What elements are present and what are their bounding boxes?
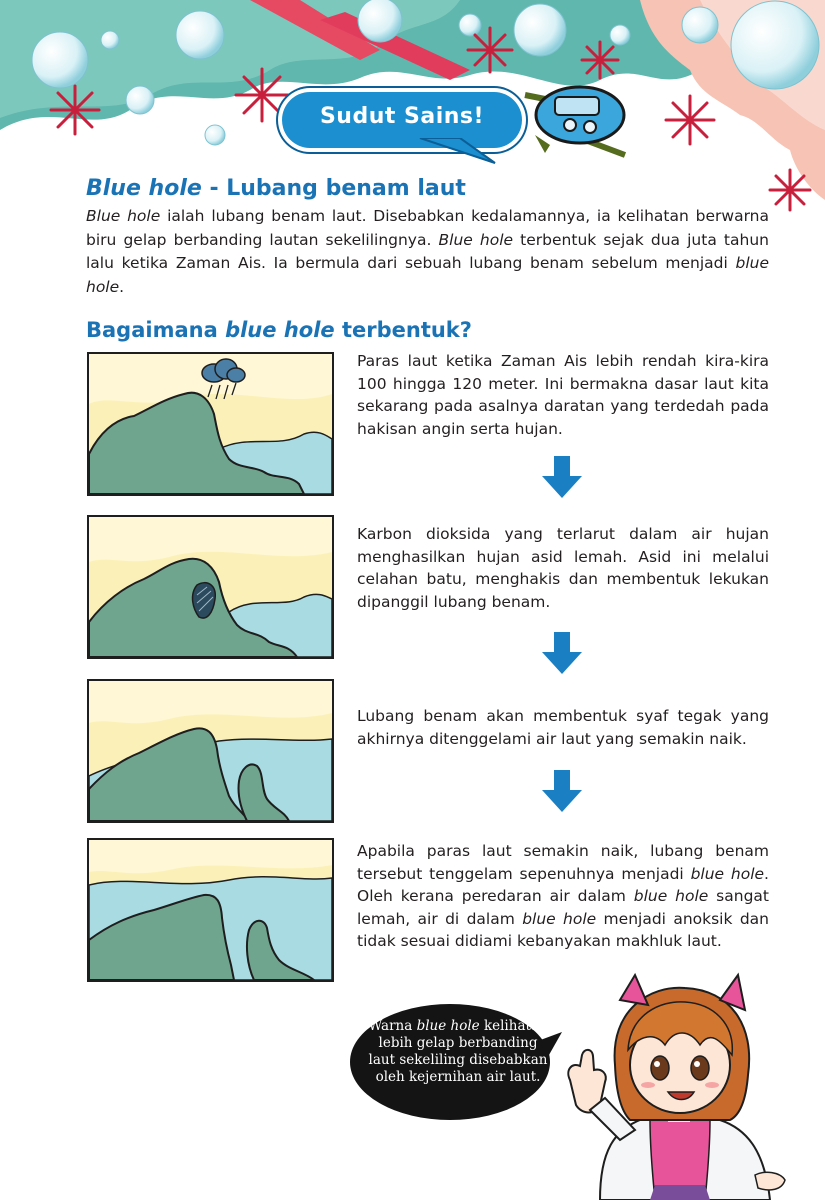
step-4-text-a: Apabila paras laut semakin naik, lubang benam tersebut tenggelam sepenuhnya menjadi (357, 842, 769, 883)
girl-scientist-illustration (560, 970, 825, 1200)
intro-term-3: blue hole (86, 254, 769, 296)
step-4-text (357, 840, 769, 953)
intro-text-2: terbentuk sejak dua juta tahun lalu ketika Zaman Ais. Ia bermula dari sebuah lubang benam sebelum menjadi (86, 230, 769, 272)
intro-text-1: ialah lubang benam laut. Disebabkan kedalamannya, ia kelihatan berwarna biru gelap berbanding lautan sekelilingnya. (86, 207, 769, 249)
speech-rest: kelihatan lebih gelap berbanding laut sekeliling disebabkan oleh kejernihan air laut. (368, 1018, 548, 1085)
page-title (86, 176, 466, 201)
intro-text-3: . (119, 277, 125, 296)
title-rest: - Lubang benam laut (201, 176, 466, 201)
speech-bubble-text (368, 1018, 548, 1086)
step-2-text: Karbon dioksida yang terlarut dalam air hujan menghasilkan hujan asid lemah. Asid ini melalui celahan batu, menghakis dan membentuk lekukan dipanggil lubang benam. (357, 525, 769, 611)
step-4-illustration (87, 838, 334, 982)
step-3-text: Lubang benam akan membentuk syaf tegak yang akhirnya ditenggelami air laut yang semakin naik. (357, 707, 769, 748)
arrow-down-icon (542, 456, 582, 498)
step-4-text-b: . Oleh kerana peredaran air dalam (357, 864, 769, 905)
step-1-text: Paras laut ketika Zaman Ais lebih rendah kira-kira 100 hingga 120 meter. Ini bermakna dasar laut kita sekarang pada asalnya daratan yang terdedah pada hakisan angin serta hujan. (357, 352, 769, 438)
step-4-term-c: blue hole (522, 909, 597, 928)
step-4-term-a: blue hole (690, 864, 765, 883)
banner-label: Sudut Sains! (319, 104, 485, 129)
step-4-text-d: menjadi anoksik dan tidak sesuai didiami kebanyakan makhluk laut. (357, 909, 769, 950)
arrow-down-icon (542, 632, 582, 674)
step-4-term-b: blue hole (633, 887, 709, 905)
step-3-illustration (87, 679, 334, 823)
subheading-suffix: terbentuk? (334, 318, 472, 342)
step-1-illustration (87, 352, 334, 496)
banner-tail (400, 138, 500, 168)
arrow-down-icon (542, 770, 582, 812)
intro-paragraph (86, 205, 769, 299)
subheading-prefix: Bagaimana (86, 318, 226, 342)
speech-term: blue hole (416, 1018, 480, 1034)
speech-prefix: Warna (368, 1018, 417, 1034)
title-italic: Blue hole (86, 176, 202, 201)
submarine-illustration (525, 87, 625, 155)
section-subheading (86, 318, 472, 342)
step-2-illustration (87, 515, 334, 659)
step-4-text-c: sangat lemah, air di dalam (357, 887, 769, 928)
intro-term-2: Blue hole (438, 230, 514, 249)
intro-term-1: Blue hole (86, 207, 161, 225)
subheading-italic: blue hole (225, 318, 335, 342)
